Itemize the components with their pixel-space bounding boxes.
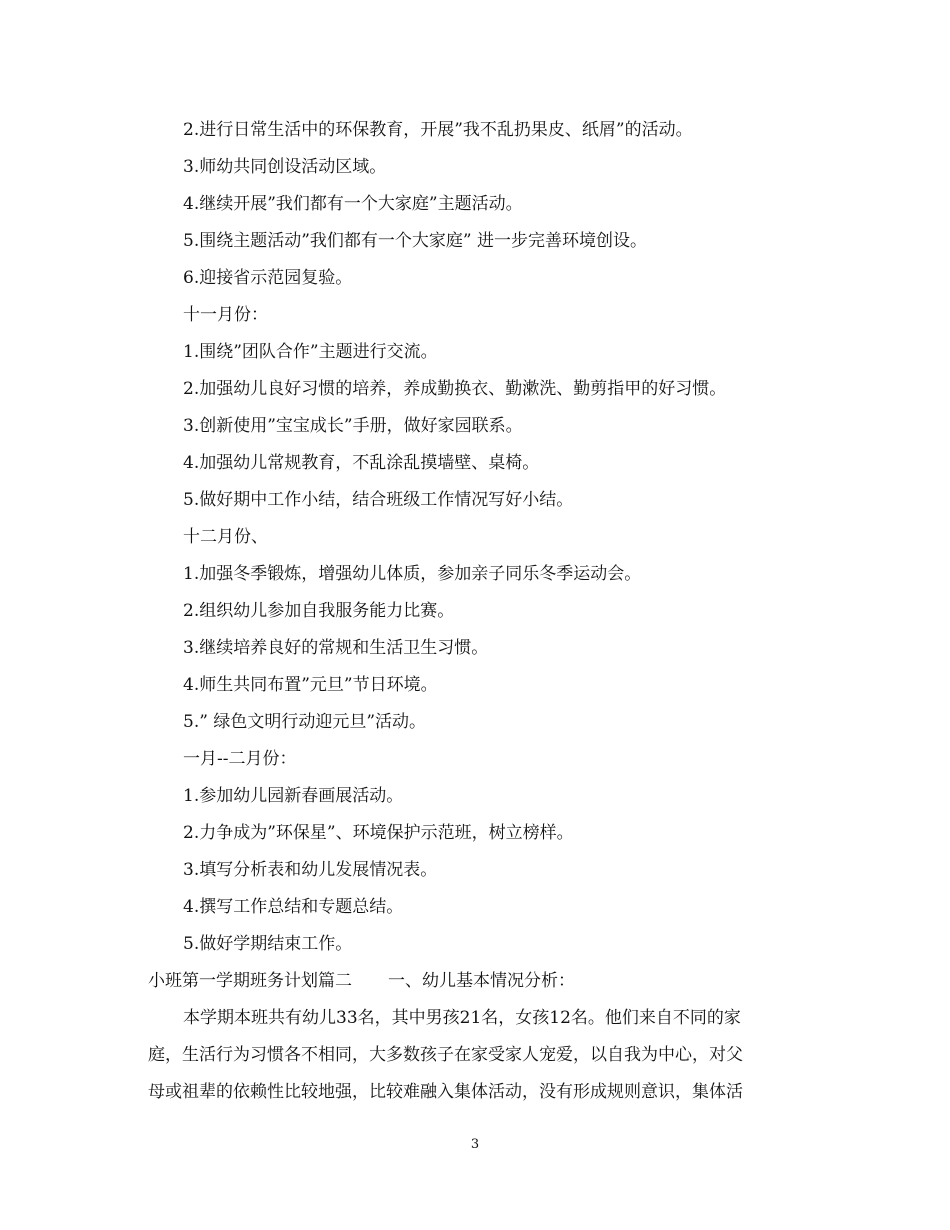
jan-feb-item-1: 1.参加幼儿园新春画展活动。 <box>183 786 404 806</box>
november-item-3: 3.创新使用”宝宝成长”手册，做好家园联系。 <box>183 416 523 436</box>
paragraph-line-2: 庭，生活行为习惯各不相同，大多数孩子在家受家人宠爱，以自我为中心，对父 <box>148 1045 743 1065</box>
jan-feb-item-2: 2.力争成为”环保星”、环境保护示范班，树立榜样。 <box>183 823 574 843</box>
october-item-6: 6.迎接省示范园复验。 <box>183 268 353 288</box>
jan-feb-item-3: 3.填写分析表和幼儿发展情况表。 <box>183 860 438 880</box>
october-item-4: 4.继续开展”我们都有一个大家庭”主题活动。 <box>183 194 523 214</box>
section-subtitle: 一、幼儿基本情况分析： <box>388 971 575 991</box>
october-item-3: 3.师幼共同创设活动区域。 <box>183 157 387 177</box>
december-item-1: 1.加强冬季锻炼，增强幼儿体质，参加亲子同乐冬季运动会。 <box>183 564 642 584</box>
section-title: 小班第一学期班务计划篇二 <box>148 971 352 991</box>
october-item-5: 5.围绕主题活动”我们都有一个大家庭” 进一步完善环境创设。 <box>183 231 648 251</box>
paragraph-line-1: 本学期本班共有幼儿33名，其中男孩21名，女孩12名。他们来自不同的家 <box>183 1008 741 1028</box>
december-item-5: 5.” 绿色文明行动迎元旦”活动。 <box>183 712 427 732</box>
december-heading: 十二月份、 <box>183 527 268 547</box>
section-title-line <box>148 969 575 993</box>
jan-feb-item-4: 4.撰写工作总结和专题总结。 <box>183 897 404 917</box>
november-item-2: 2.加强幼儿良好习惯的培养，养成勤换衣、勤漱洗、勤剪指甲的好习惯。 <box>183 379 727 399</box>
page-number: 3 <box>470 1137 480 1152</box>
december-item-2: 2.组织幼儿参加自我服务能力比赛。 <box>183 601 455 621</box>
november-item-5: 5.做好期中工作小结，结合班级工作情况写好小结。 <box>183 490 574 510</box>
jan-feb-heading: 一月--二月份： <box>183 749 297 769</box>
december-item-3: 3.继续培养良好的常规和生活卫生习惯。 <box>183 638 489 658</box>
november-item-4: 4.加强幼儿常规教育，不乱涂乱摸墙壁、桌椅。 <box>183 453 540 473</box>
november-heading: 十一月份： <box>183 305 268 325</box>
paragraph-line-3: 母或祖辈的依赖性比较地强，比较难融入集体活动，没有形成规则意识，集体活 <box>148 1082 743 1102</box>
october-item-2: 2.进行日常生活中的环保教育，开展”我不乱扔果皮、纸屑”的活动。 <box>183 120 693 140</box>
december-item-4: 4.师生共同布置”元旦”节日环境。 <box>183 675 438 695</box>
jan-feb-item-5: 5.做好学期结束工作。 <box>183 934 353 954</box>
november-item-1: 1.围绕”团队合作”主题进行交流。 <box>183 342 438 362</box>
